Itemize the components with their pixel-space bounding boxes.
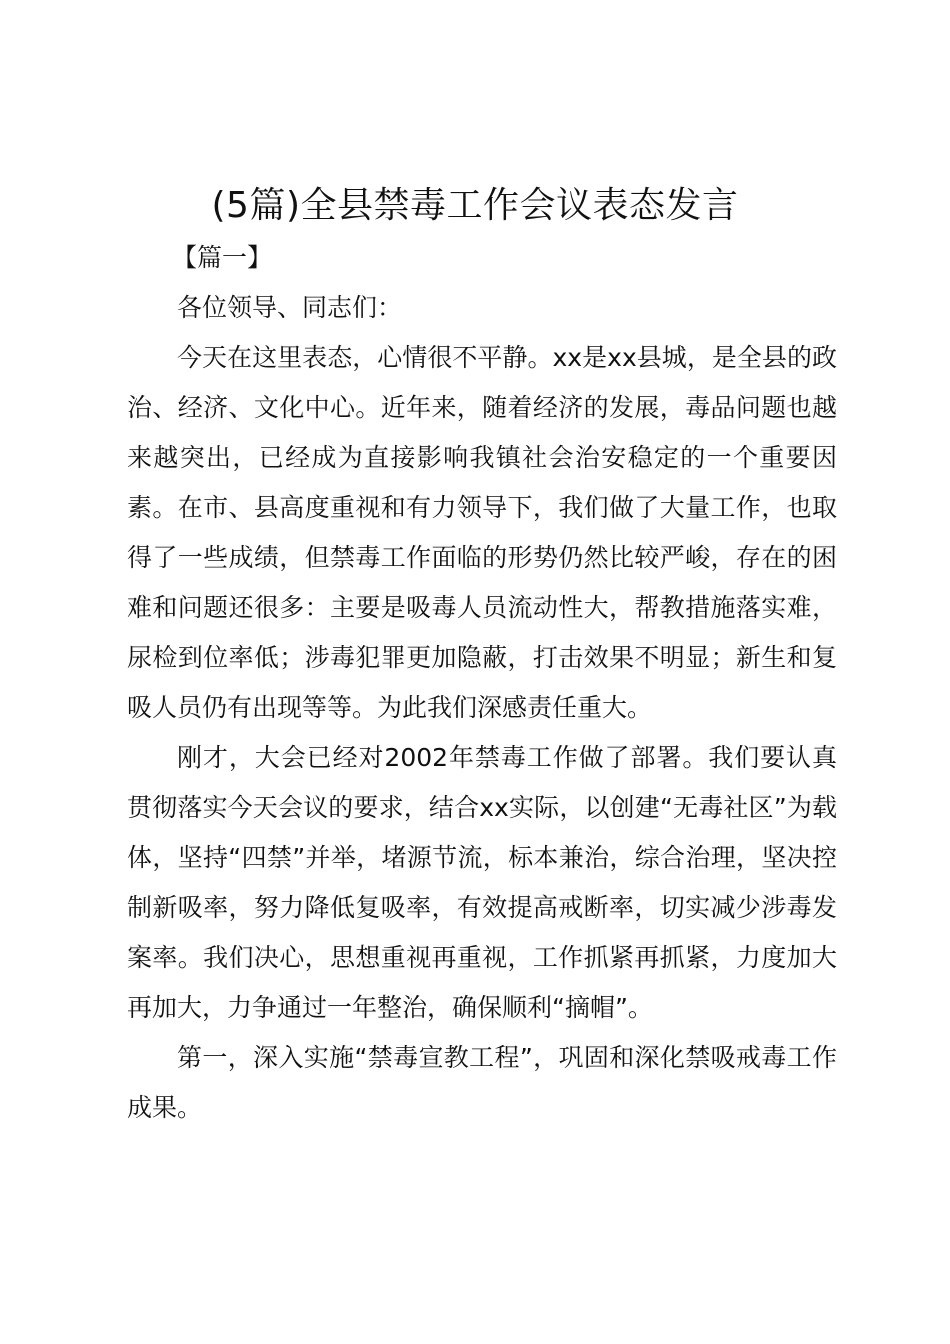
body-paragraph: 今天在这里表态，心情很不平静。xx是xx县城，是全县的政治、经济、文化中心。近年来，随着经济的发展，毒品问题也越来越突出，已经成为直接影响我镇社会治安稳定的一个重要因素。在市、县高度重视和有力领导下，我们做了大量工作，也取得了一些成绩，但禁毒工作面临的形势仍然比较严峻，存在的困难和问题还很多：主要是吸毒人员流动性大，帮教措施落实难，尿检到位率低；涉毒犯罪更加隐蔽，打击效果不明显；新生和复吸人员仍有出现等等。为此我们深感责任重大。	[127, 343, 837, 722]
body-paragraph: 第一，深入实施“禁毒宣教工程”，巩固和深化禁吸戒毒工作成果。	[127, 1043, 837, 1122]
salutation-paragraph: 各位领导、同志们：	[177, 293, 403, 322]
section-heading: 【篇一】	[172, 243, 273, 272]
document-title: (5篇)全县禁毒工作会议表态发言	[211, 185, 739, 226]
document-body	[127, 233, 837, 1133]
body-paragraph: 刚才，大会已经对2002年禁毒工作做了部署。我们要认真贯彻落实今天会议的要求，结合xx实际，以创建“无毒社区”为载体，坚持“四禁”并举，堵源节流，标本兼治，综合治理，坚决控制新吸率，努力降低复吸率，有效提高戒断率，切实减少涉毒发案率。我们决心，思想重视再重视，工作抓紧再抓紧，力度加大再加大，力争通过一年整治，确保顺利“摘帽”。	[127, 743, 837, 1022]
